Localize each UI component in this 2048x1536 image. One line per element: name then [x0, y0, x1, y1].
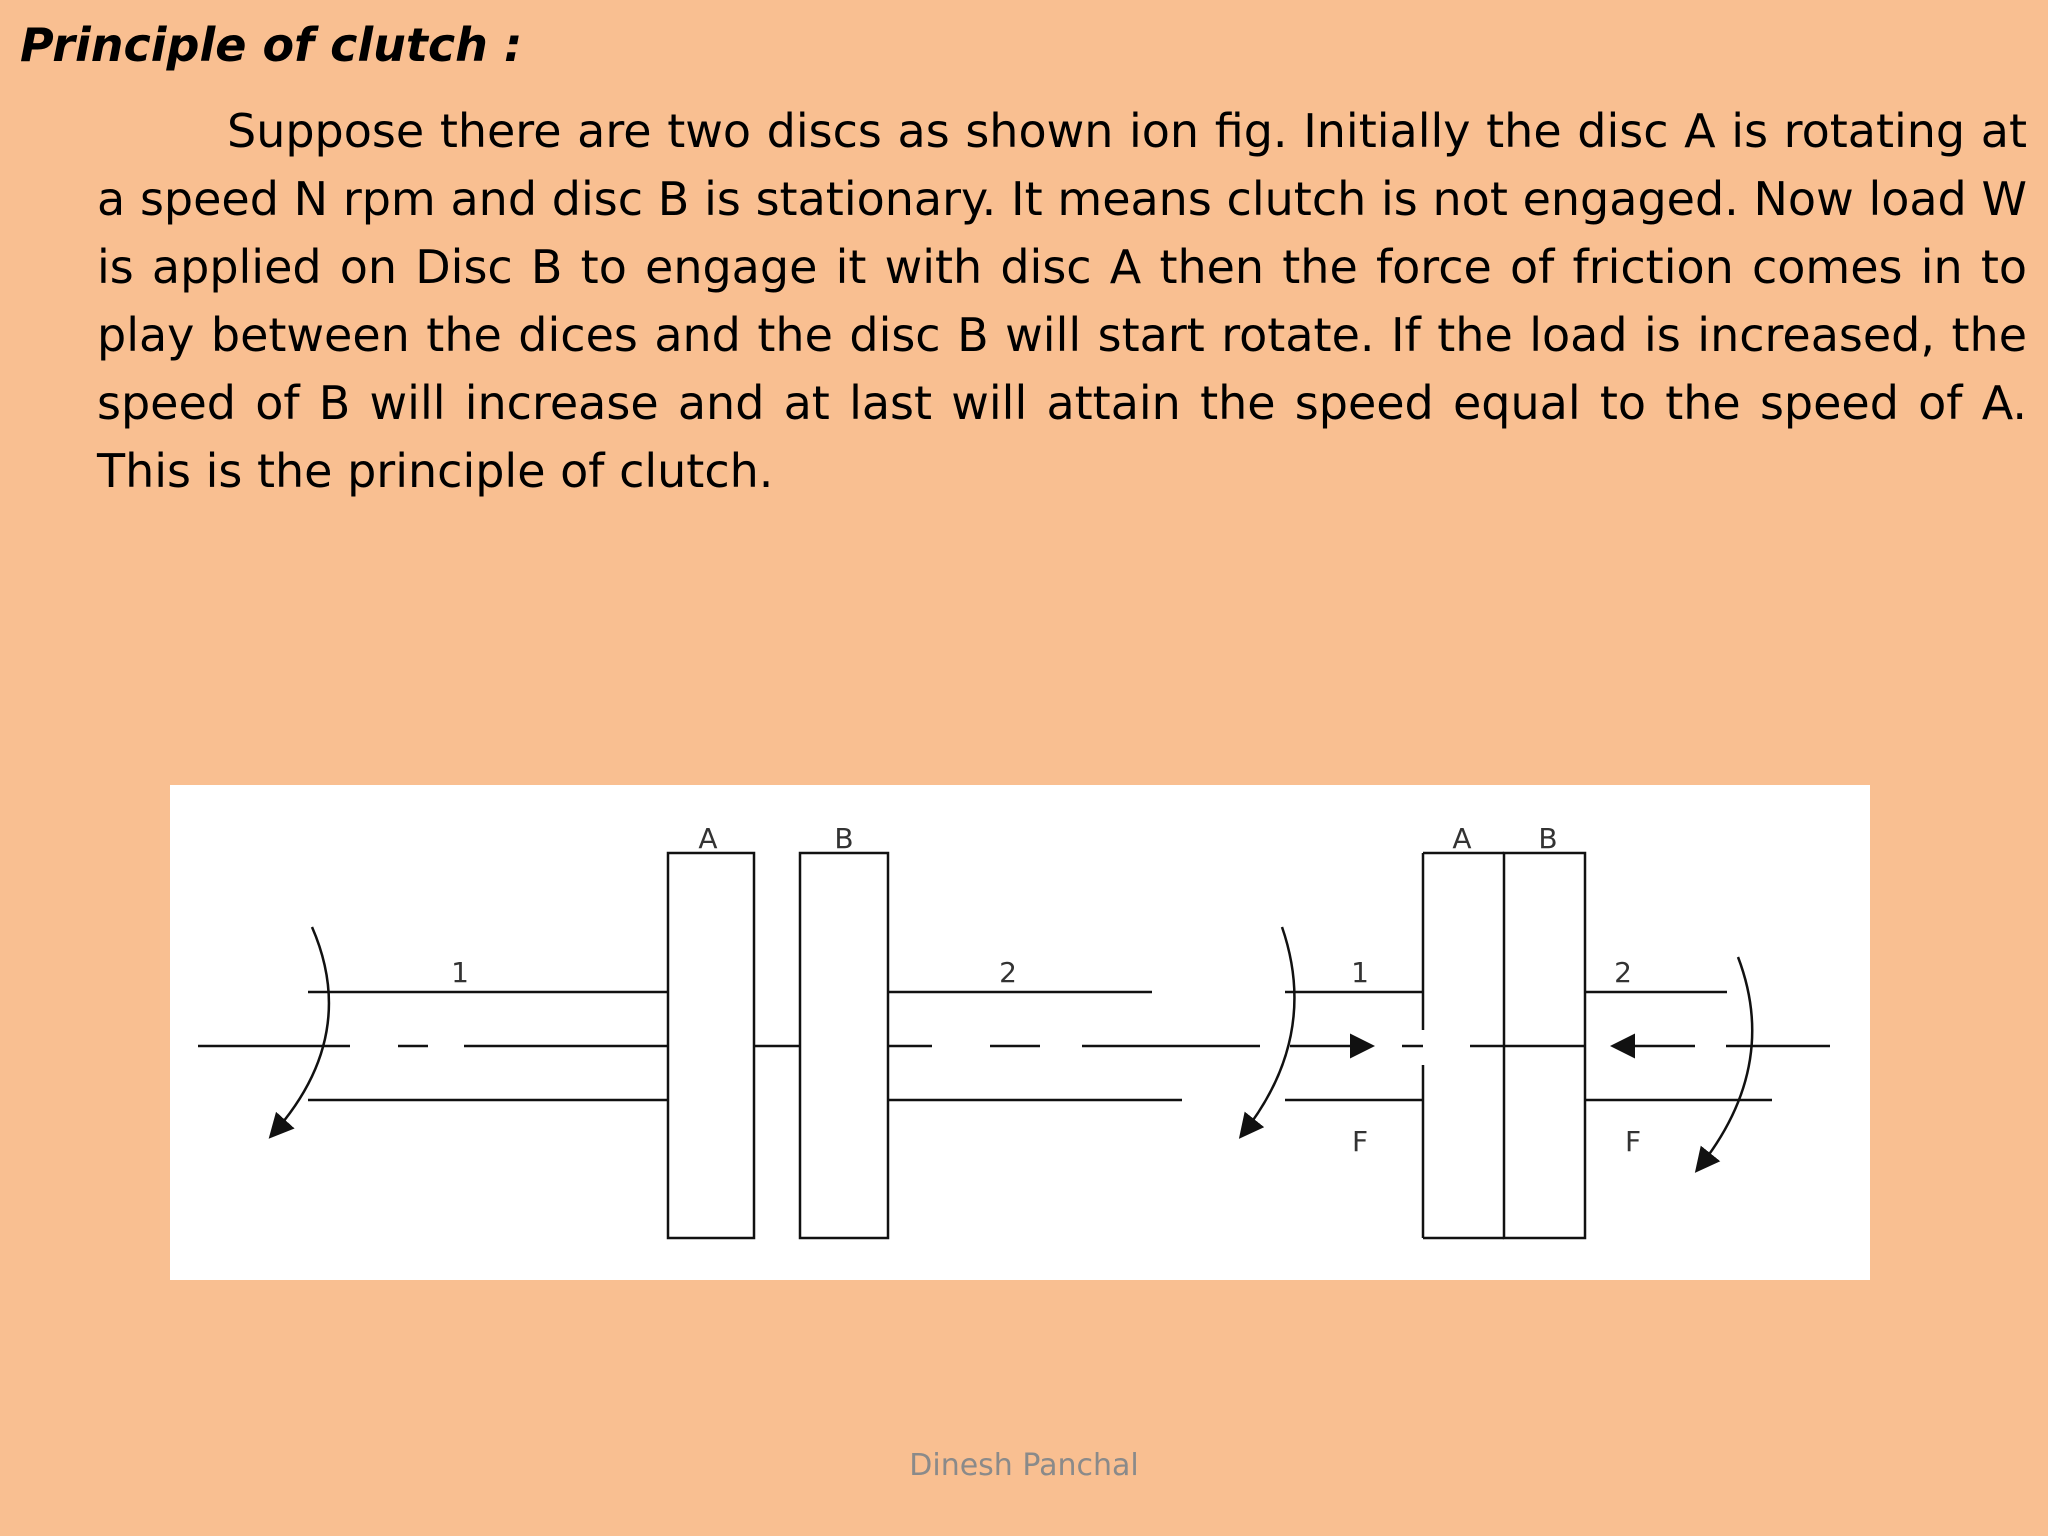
disc-b-label: B — [834, 822, 854, 855]
disc-b-disengaged — [800, 853, 888, 1238]
disc-a-disengaged — [668, 853, 754, 1238]
slide-footer: Dinesh Panchal — [909, 1448, 1139, 1483]
rotation-arrow-engaged-right-icon — [1698, 957, 1752, 1169]
rotation-arrow-left-icon — [272, 927, 329, 1135]
engaged-shaft-1-label: 1 — [1351, 956, 1369, 989]
force-right-label: F — [1624, 1125, 1642, 1158]
clutch-diagram-svg — [170, 785, 1870, 1280]
engaged-disc-a-label: A — [1452, 822, 1472, 855]
shaft-2-label: 2 — [999, 956, 1017, 989]
clutch-diagram — [170, 785, 1870, 1280]
slide-body-text: Suppose there are two discs as shown ion fig. Initially the disc A is rotating at a speed N rpm and disc B is stationary. It means clutch is not engaged. Now load W is applied on Disc B to engage it with disc A then the force of friction comes in to play between the dices and the disc B will start rotate. If the load is increased, the speed of B will increase and at last will attain the speed equal to the speed of A. This is the principle of clutch. — [97, 104, 2027, 498]
engaged-shaft-2-label: 2 — [1614, 956, 1632, 989]
disengaged-clutch — [198, 853, 1260, 1238]
force-left-label: F — [1351, 1125, 1369, 1158]
disc-a-label: A — [698, 822, 718, 855]
shaft-1-label: 1 — [451, 956, 469, 989]
engaged-clutch — [1242, 853, 1830, 1238]
engaged-disc-b-label: B — [1538, 822, 1558, 855]
rotation-arrow-engaged-left-icon — [1242, 927, 1294, 1135]
slide-title: Principle of clutch : — [20, 18, 523, 72]
